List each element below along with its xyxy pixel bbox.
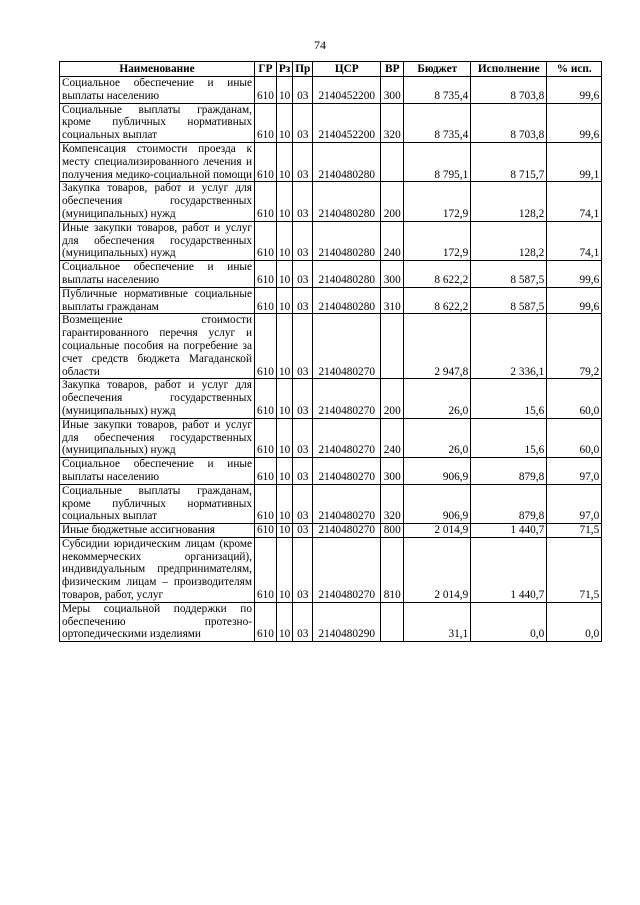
row-percent-cell: 99,6 <box>547 103 602 142</box>
row-execution-cell: 128,2 <box>471 221 547 260</box>
table-body <box>60 77 602 642</box>
row-csr-cell: 2140480270 <box>313 484 381 523</box>
row-name-cell: Социальные выплаты гражданам, кроме публичных нормативных социальных выплат <box>60 484 255 523</box>
row-execution-cell: 1 440,7 <box>471 537 547 602</box>
row-rz-cell: 10 <box>276 182 292 221</box>
row-gr-cell: 610 <box>255 458 277 485</box>
table-row <box>60 537 602 602</box>
row-pr-cell: 03 <box>293 103 313 142</box>
row-percent-cell: 71,5 <box>547 537 602 602</box>
row-name-cell: Иные закупки товаров, работ и услуг для обеспечения государственных (муниципальных) нужд <box>60 418 255 457</box>
row-pr-cell: 03 <box>293 524 313 538</box>
row-gr-cell: 610 <box>255 537 277 602</box>
table-row <box>60 77 602 104</box>
row-csr-cell: 2140480270 <box>313 537 381 602</box>
row-execution-cell: 8 587,5 <box>471 287 547 314</box>
row-name-cell: Социальное обеспечение и иные выплаты населению <box>60 261 255 288</box>
row-pr-cell: 03 <box>293 77 313 104</box>
row-vr-cell: 200 <box>381 182 404 221</box>
row-execution-cell: 128,2 <box>471 182 547 221</box>
column-header-rz: Рз <box>276 62 292 77</box>
table-row <box>60 182 602 221</box>
row-percent-cell: 60,0 <box>547 379 602 418</box>
row-gr-cell: 610 <box>255 484 277 523</box>
row-pr-cell: 03 <box>293 379 313 418</box>
row-name-cell: Закупка товаров, работ и услуг для обеспечения государственных (муниципальных) нужд <box>60 379 255 418</box>
row-name-cell: Закупка товаров, работ и услуг для обеспечения государственных (муниципальных) нужд <box>60 182 255 221</box>
row-execution-cell: 879,8 <box>471 458 547 485</box>
row-vr-cell: 320 <box>381 103 404 142</box>
column-header-pr: Пр <box>293 62 313 77</box>
row-name-cell: Меры социальной поддержки по обеспечению протезно-ортопедическими изделиями <box>60 602 255 641</box>
row-percent-cell: 0,0 <box>547 602 602 641</box>
row-gr-cell: 610 <box>255 314 277 379</box>
row-name-cell: Публичные нормативные социальные выплаты гражданам <box>60 287 255 314</box>
row-gr-cell: 610 <box>255 379 277 418</box>
column-header-percent: % исп. <box>547 62 602 77</box>
row-name-cell: Иные бюджетные ассигнования <box>60 524 255 538</box>
row-pr-cell: 03 <box>293 484 313 523</box>
column-header-csr: ЦСР <box>313 62 381 77</box>
row-pr-cell: 03 <box>293 418 313 457</box>
row-rz-cell: 10 <box>276 379 292 418</box>
row-vr-cell: 300 <box>381 77 404 104</box>
table-row <box>60 524 602 538</box>
row-execution-cell: 0,0 <box>471 602 547 641</box>
row-gr-cell: 610 <box>255 524 277 538</box>
row-csr-cell: 2140480270 <box>313 314 381 379</box>
row-csr-cell: 2140452200 <box>313 103 381 142</box>
row-csr-cell: 2140480280 <box>313 261 381 288</box>
row-percent-cell: 71,5 <box>547 524 602 538</box>
row-percent-cell: 74,1 <box>547 221 602 260</box>
row-budget-cell: 172,9 <box>404 182 471 221</box>
row-csr-cell: 2140480270 <box>313 379 381 418</box>
row-execution-cell: 879,8 <box>471 484 547 523</box>
table-row <box>60 379 602 418</box>
table-row <box>60 314 602 379</box>
row-rz-cell: 10 <box>276 458 292 485</box>
row-percent-cell: 79,2 <box>547 314 602 379</box>
row-percent-cell: 99,6 <box>547 287 602 314</box>
row-percent-cell: 97,0 <box>547 458 602 485</box>
row-gr-cell: 610 <box>255 221 277 260</box>
row-vr-cell: 200 <box>381 379 404 418</box>
row-percent-cell: 99,1 <box>547 142 602 181</box>
row-budget-cell: 26,0 <box>404 379 471 418</box>
row-execution-cell: 2 336,1 <box>471 314 547 379</box>
row-execution-cell: 8 587,5 <box>471 261 547 288</box>
row-name-cell: Возмещение стоимости гарантированного перечня услуг и социальные пособия на погребение за счет средств бюджета Магаданской области <box>60 314 255 379</box>
row-pr-cell: 03 <box>293 142 313 181</box>
row-budget-cell: 8 735,4 <box>404 77 471 104</box>
row-budget-cell: 8 622,2 <box>404 287 471 314</box>
row-vr-cell <box>381 142 404 181</box>
row-rz-cell: 10 <box>276 103 292 142</box>
row-pr-cell: 03 <box>293 537 313 602</box>
row-rz-cell: 10 <box>276 77 292 104</box>
table-row <box>60 418 602 457</box>
row-vr-cell: 800 <box>381 524 404 538</box>
table-row <box>60 221 602 260</box>
row-name-cell: Социальное обеспечение и иные выплаты населению <box>60 77 255 104</box>
row-execution-cell: 8 703,8 <box>471 103 547 142</box>
row-gr-cell: 610 <box>255 418 277 457</box>
row-csr-cell: 2140480280 <box>313 221 381 260</box>
row-pr-cell: 03 <box>293 182 313 221</box>
row-budget-cell: 26,0 <box>404 418 471 457</box>
row-csr-cell: 2140480270 <box>313 524 381 538</box>
row-gr-cell: 610 <box>255 182 277 221</box>
row-percent-cell: 97,0 <box>547 484 602 523</box>
row-rz-cell: 10 <box>276 261 292 288</box>
row-gr-cell: 610 <box>255 142 277 181</box>
row-execution-cell: 1 440,7 <box>471 524 547 538</box>
row-name-cell: Социальные выплаты гражданам, кроме публичных нормативных социальных выплат <box>60 103 255 142</box>
table-row <box>60 142 602 181</box>
row-budget-cell: 906,9 <box>404 484 471 523</box>
row-budget-cell: 31,1 <box>404 602 471 641</box>
column-header-budget: Бюджет <box>404 62 471 77</box>
row-name-cell: Социальное обеспечение и иные выплаты населению <box>60 458 255 485</box>
column-header-name: Наименование <box>60 62 255 77</box>
row-vr-cell: 300 <box>381 458 404 485</box>
row-budget-cell: 172,9 <box>404 221 471 260</box>
row-budget-cell: 2 947,8 <box>404 314 471 379</box>
table-row <box>60 103 602 142</box>
row-execution-cell: 8 715,7 <box>471 142 547 181</box>
row-pr-cell: 03 <box>293 602 313 641</box>
row-rz-cell: 10 <box>276 221 292 260</box>
row-execution-cell: 15,6 <box>471 418 547 457</box>
row-rz-cell: 10 <box>276 142 292 181</box>
row-pr-cell: 03 <box>293 458 313 485</box>
row-pr-cell: 03 <box>293 221 313 260</box>
row-execution-cell: 15,6 <box>471 379 547 418</box>
row-budget-cell: 2 014,9 <box>404 524 471 538</box>
row-pr-cell: 03 <box>293 287 313 314</box>
row-rz-cell: 10 <box>276 418 292 457</box>
row-vr-cell: 310 <box>381 287 404 314</box>
row-gr-cell: 610 <box>255 261 277 288</box>
row-vr-cell: 300 <box>381 261 404 288</box>
column-header-gr: ГР <box>255 62 277 77</box>
row-rz-cell: 10 <box>276 484 292 523</box>
row-rz-cell: 10 <box>276 602 292 641</box>
row-vr-cell <box>381 314 404 379</box>
row-percent-cell: 74,1 <box>547 182 602 221</box>
row-rz-cell: 10 <box>276 537 292 602</box>
row-gr-cell: 610 <box>255 287 277 314</box>
table-row <box>60 287 602 314</box>
row-csr-cell: 2140480270 <box>313 418 381 457</box>
table-row <box>60 458 602 485</box>
row-csr-cell: 2140452200 <box>313 77 381 104</box>
row-budget-cell: 906,9 <box>404 458 471 485</box>
column-header-execution: Исполнение <box>471 62 547 77</box>
row-pr-cell: 03 <box>293 261 313 288</box>
row-csr-cell: 2140480280 <box>313 182 381 221</box>
row-budget-cell: 2 014,9 <box>404 537 471 602</box>
table-row <box>60 484 602 523</box>
row-pr-cell: 03 <box>293 314 313 379</box>
row-csr-cell: 2140480280 <box>313 142 381 181</box>
row-gr-cell: 610 <box>255 103 277 142</box>
row-name-cell: Иные закупки товаров, работ и услуг для обеспечения государственных (муниципальных) нужд <box>60 221 255 260</box>
table-row <box>60 602 602 641</box>
budget-execution-table <box>59 61 602 642</box>
row-rz-cell: 10 <box>276 524 292 538</box>
row-percent-cell: 99,6 <box>547 261 602 288</box>
row-name-cell: Компенсация стоимости проезда к месту специализированного лечения и получения медико-социальной помощи <box>60 142 255 181</box>
column-header-vr: ВР <box>381 62 404 77</box>
page-number: 74 <box>314 38 326 52</box>
row-budget-cell: 8 735,4 <box>404 103 471 142</box>
row-vr-cell: 240 <box>381 418 404 457</box>
row-vr-cell <box>381 602 404 641</box>
row-gr-cell: 610 <box>255 77 277 104</box>
row-csr-cell: 2140480280 <box>313 287 381 314</box>
row-gr-cell: 610 <box>255 602 277 641</box>
row-csr-cell: 2140480290 <box>313 602 381 641</box>
row-vr-cell: 320 <box>381 484 404 523</box>
row-name-cell: Субсидии юридическим лицам (кроме некоммерческих организаций), индивидуальным предпринимателям, физическим лицам – производителям товаров, работ, услуг <box>60 537 255 602</box>
row-rz-cell: 10 <box>276 287 292 314</box>
row-percent-cell: 60,0 <box>547 418 602 457</box>
row-vr-cell: 240 <box>381 221 404 260</box>
row-budget-cell: 8 795,1 <box>404 142 471 181</box>
row-budget-cell: 8 622,2 <box>404 261 471 288</box>
row-csr-cell: 2140480270 <box>313 458 381 485</box>
row-percent-cell: 99,6 <box>547 77 602 104</box>
table-header-row <box>60 62 602 77</box>
row-execution-cell: 8 703,8 <box>471 77 547 104</box>
row-rz-cell: 10 <box>276 314 292 379</box>
table-row <box>60 261 602 288</box>
row-vr-cell: 810 <box>381 537 404 602</box>
